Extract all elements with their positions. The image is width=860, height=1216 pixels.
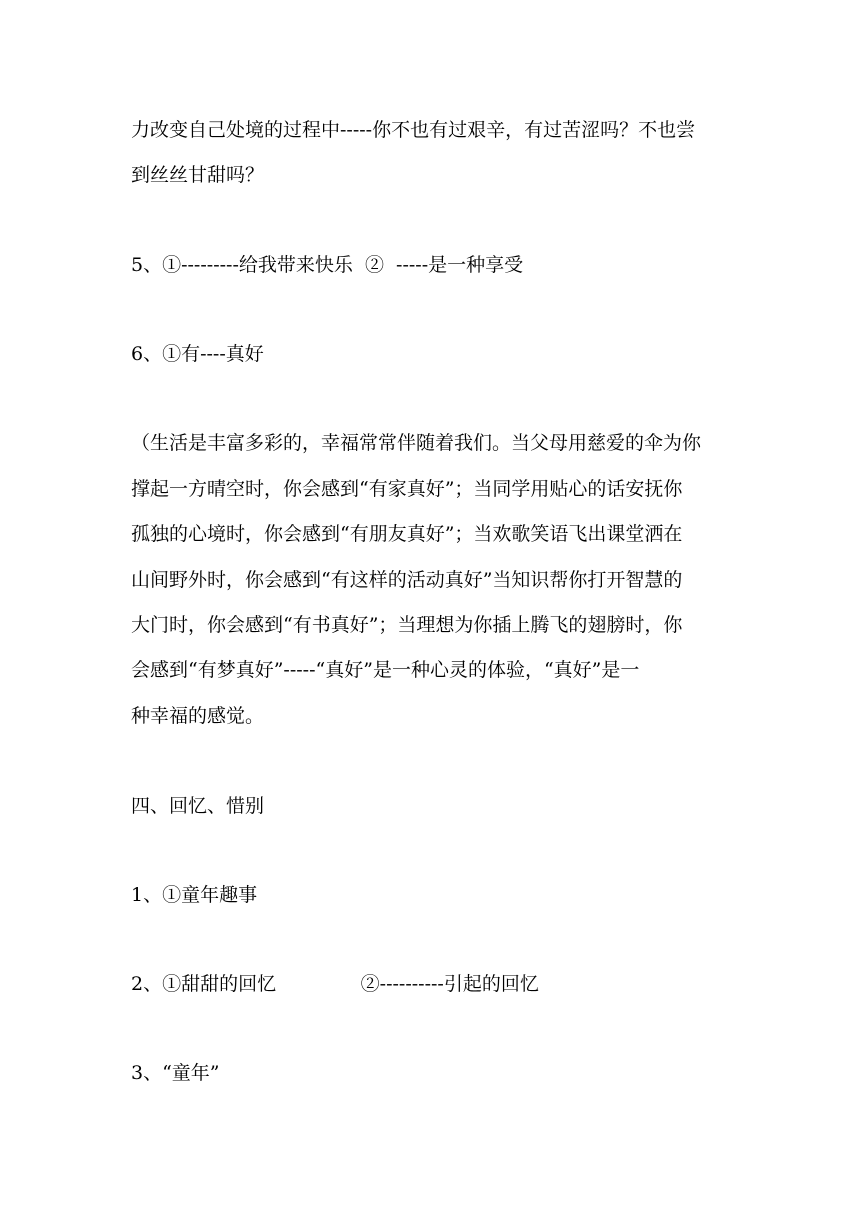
answer-item-2: 2、①甜甜的回忆 ②----------引起的回忆 xyxy=(131,973,539,995)
text-line: 大门时，你会感到“有书真好”；当理想为你插上腾飞的翅膀时，你 xyxy=(131,614,683,636)
text-line: 山间野外时，你会感到“有这样的活动真好”当知识帮你打开智慧的 xyxy=(131,569,683,591)
answer-item-5: 5、①---------给我带来快乐 ② -----是一种享受 xyxy=(131,254,524,276)
section-heading: 四、回忆、惜别 xyxy=(131,795,265,817)
text-line: 会感到“有梦真好”-----“真好”是一种心灵的体验，“真好”是一 xyxy=(131,659,640,681)
text-line: 孤独的心境时，你会感到“有朋友真好”；当欢歌笑语飞出课堂洒在 xyxy=(131,523,683,545)
answer-item-1: 1、①童年趣事 xyxy=(131,884,258,906)
text-line: （生活是丰富多彩的，幸福常常伴随着我们。当父母用慈爱的伞为你 xyxy=(131,432,702,454)
answer-item-6: 6、①有----真好 xyxy=(131,343,264,365)
text-line: 撑起一方晴空时，你会感到“有家真好”；当同学用贴心的话安抚你 xyxy=(131,478,683,500)
text-line: 力改变自己处境的过程中-----你不也有过艰辛，有过苦涩吗？不也尝 xyxy=(131,119,696,141)
text-line: 种幸福的感觉。 xyxy=(131,705,265,727)
text-line: 到丝丝甘甜吗？ xyxy=(131,164,265,186)
answer-item-3: 3、“童年” xyxy=(131,1062,220,1084)
